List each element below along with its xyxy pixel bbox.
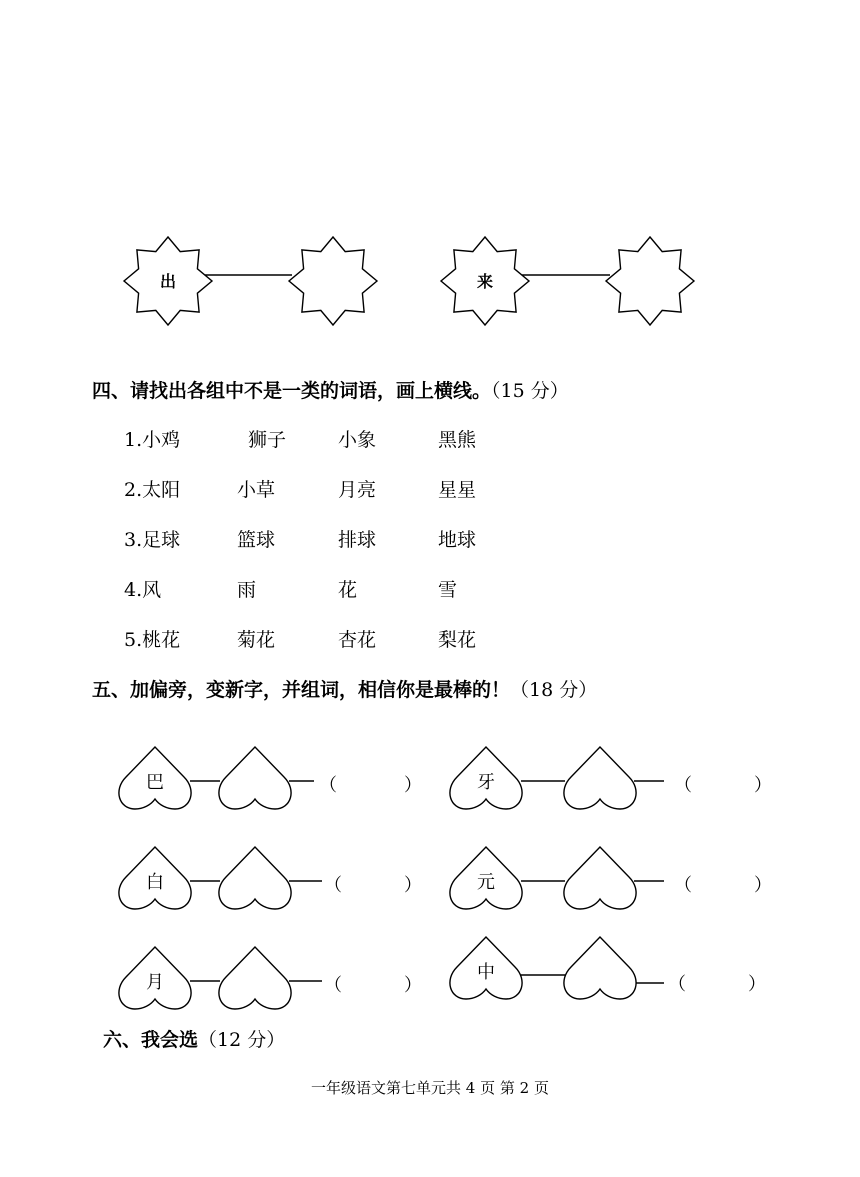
heart-icon[interactable] (564, 847, 636, 909)
section5-title: 五、加偏旁，变新字，并组词，相信你是最棒的！ (92, 679, 511, 701)
paren-close: ） (748, 974, 766, 995)
word-item[interactable]: 3.足球 (124, 529, 181, 551)
word-item[interactable]: 雨 (237, 579, 257, 601)
paren-open: （ (668, 974, 686, 995)
word-item[interactable]: 5.桃花 (124, 629, 181, 651)
heart-row-1 (119, 747, 772, 809)
star-pair-1 (124, 237, 377, 325)
word-item[interactable]: 黑熊 (438, 429, 477, 451)
word-item[interactable]: 篮球 (237, 529, 276, 551)
section6-heading (103, 1025, 285, 1052)
section5-heading (92, 675, 597, 702)
word-item[interactable]: 菊花 (237, 629, 276, 651)
section4-points: （15 分） (491, 380, 569, 402)
star-char: 出 (159, 272, 177, 291)
paren-open: （ (674, 875, 692, 896)
section6-title: 六、我会选 (103, 1029, 199, 1051)
word-item[interactable]: 梨花 (438, 629, 477, 651)
heart-row-2 (119, 847, 772, 909)
paren-open: （ (324, 975, 342, 996)
star-icon[interactable] (289, 237, 377, 325)
section4-title: 四、请找出各组中不是一类的词语，画上横线。 (92, 380, 492, 402)
paren-close: ） (404, 875, 422, 896)
page-footer: 一年级语文第七单元共 4 页 第 2 页 (311, 1079, 549, 1097)
paren-open: （ (324, 875, 342, 896)
star-icon[interactable] (606, 237, 694, 325)
heart-char: 月 (146, 972, 164, 993)
heart-icon[interactable] (564, 747, 636, 809)
paren-close: ） (754, 875, 772, 896)
word-item[interactable]: 花 (338, 579, 358, 601)
word-item[interactable]: 地球 (438, 529, 477, 551)
star-pair-2 (441, 237, 694, 325)
word-item[interactable]: 星星 (438, 479, 477, 501)
word-item[interactable]: 月亮 (338, 479, 377, 501)
heart-icon[interactable] (564, 937, 636, 999)
heart-char: 巴 (146, 772, 164, 793)
word-item[interactable]: 小草 (237, 479, 276, 501)
heart-char: 牙 (477, 772, 495, 793)
heart-char: 元 (477, 872, 495, 893)
paren-close: ） (404, 775, 422, 796)
word-item[interactable]: 4.风 (124, 579, 162, 601)
paren-close: ） (404, 975, 422, 996)
word-item[interactable]: 1.小鸡 (124, 429, 181, 451)
word-item[interactable]: 杏花 (338, 629, 377, 651)
heart-char: 中 (477, 962, 495, 983)
heart-icon[interactable] (219, 847, 291, 909)
heart-icon[interactable] (219, 747, 291, 809)
word-item[interactable]: 2.太阳 (124, 479, 181, 501)
paren-open: （ (674, 775, 692, 796)
heart-icon[interactable] (219, 947, 291, 1009)
section4-heading (92, 376, 569, 403)
heart-char: 白 (146, 872, 164, 893)
star-char: 来 (476, 272, 494, 291)
word-item[interactable]: 排球 (338, 529, 377, 551)
star-diagram (0, 225, 860, 340)
word-item[interactable]: 雪 (438, 579, 458, 601)
word-item[interactable]: 狮子 (248, 429, 287, 451)
paren-close: ） (754, 775, 772, 796)
paren-open: （ (319, 775, 337, 796)
word-item[interactable]: 小象 (338, 429, 377, 451)
heart-diagram (0, 735, 860, 1020)
heart-row-3 (119, 937, 766, 1009)
section6-points: （12 分） (198, 1029, 286, 1051)
section5-points: （18 分） (510, 679, 598, 701)
